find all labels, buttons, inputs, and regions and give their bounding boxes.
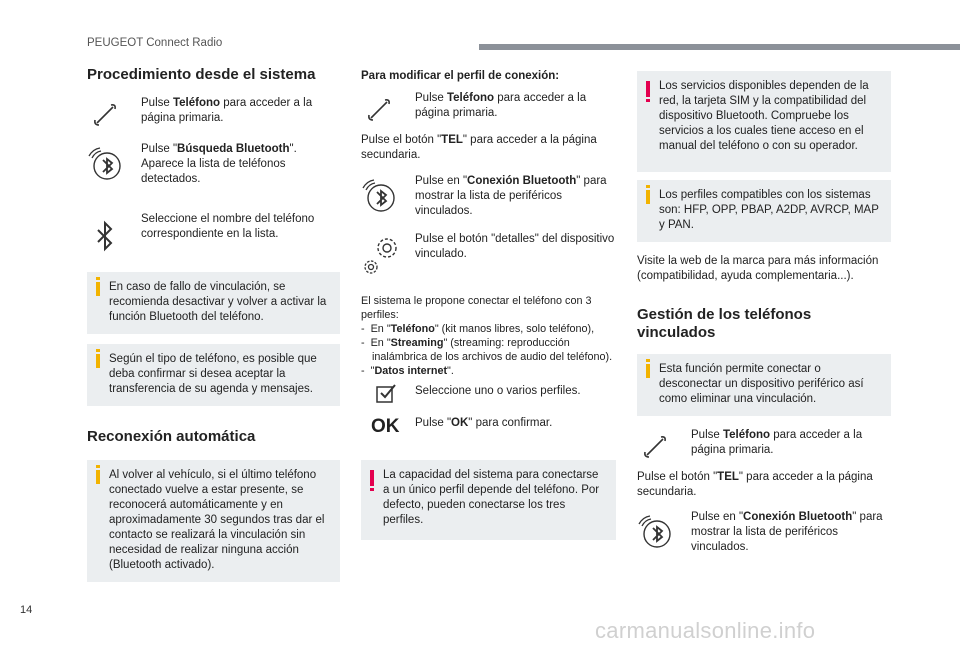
section-heading-manage-phones: Gestión de los teléfonos vinculados [637, 306, 812, 341]
info-marker-icon [96, 470, 100, 484]
warning-box-profile-capacity: La capacidad del sistema para conectarse a un único perfil depende del teléfono. Por defecto, pueden conectarse los tres perfiles. [361, 460, 616, 540]
tel-instruction: Pulse el botón "TEL" para acceder a la página secundaria. [637, 471, 873, 498]
info-box-confirm-transfer: Según el tipo de teléfono, es posible que deba confirmar si desea aceptar la transferencia de su agenda y mensajes. [87, 344, 340, 406]
profile-list-item: - En "Streaming" (streaming: reproducción inalámbrica de los archivos de audio del teléfono). [361, 337, 613, 363]
column-3 [637, 71, 891, 562]
step-select-text: Seleccione el nombre del teléfono correspondiente en la lista. [141, 213, 315, 240]
info-marker-icon [646, 190, 650, 204]
bluetooth-connection-icon [361, 178, 397, 214]
info-box-manage: Esta función permite conectar o desconectar un dispositivo periférico así como eliminar una vinculación. [637, 354, 891, 416]
step-phone-3: Pulse Teléfono para acceder a la página primaria. [637, 428, 891, 468]
ok-icon: OK [371, 416, 400, 437]
profiles-intro: El sistema le propone conectar el teléfono con 3 perfiles: [361, 295, 592, 321]
header-bar [479, 44, 960, 50]
step-details [361, 232, 616, 290]
info-box-compatible-profiles: Los perfiles compatibles con los sistemas son: HFP, OPP, PBAP, A2DP, AVRCP, MAP y PAN. [637, 180, 891, 242]
step-confirm: OK Pulse "OK" para confirmar. [361, 416, 616, 460]
section-heading-procedure: Procedimiento desde el sistema [87, 66, 316, 83]
info-marker-icon [96, 282, 100, 296]
bluetooth-connection-icon [637, 514, 673, 550]
info-box-auto-reconnect: Al volver al vehículo, si el último teléfono conectado vuelve a estar presente, se reconocerá automáticamente y en aproximadamente 30 segundos tras dar el contacto se realizará la vinculación sin necesidad de realizar ninguna acción (Bluetooth activado). [87, 460, 340, 582]
step-phone: Pulse Teléfono para acceder a la página primaria. [87, 96, 340, 142]
bluetooth-search-icon [87, 146, 123, 182]
step-bluetooth-connection: Pulse en "Conexión Bluetooth" para mostrar la lista de periféricos vinculados. [361, 174, 616, 232]
column-2 [361, 69, 616, 540]
phone-handset-icon [361, 91, 397, 127]
profile-list-item: - "Datos internet". [361, 365, 454, 377]
step-details-text: Pulse el botón "detalles" del dispositivo vinculado. [415, 233, 615, 260]
step-select-phone [87, 212, 340, 264]
step-bluetooth-connection-2: Pulse en "Conexión Bluetooth" para mostrar la lista de periféricos vinculados. [637, 510, 891, 562]
tel-instruction: Pulse el botón "TEL" para acceder a la página secundaria. [361, 134, 597, 161]
settings-gear-icon [361, 234, 401, 278]
page-number: 14 [20, 604, 33, 616]
section-heading-reconnect: Reconexión automática [87, 428, 256, 445]
step-select-profiles-text: Seleccione uno o varios perfiles. [415, 385, 581, 397]
running-header: PEUGEOT Connect Radio [87, 37, 223, 49]
info-marker-icon [96, 354, 100, 368]
subheading-profile: Para modificar el perfil de conexión: [361, 70, 560, 82]
profile-list-item: - En "Teléfono" (kit manos libres, solo teléfono), [361, 323, 595, 335]
visit-website-text: Visite la web de la marca para más información (compatibilidad, ayuda complementaria...). [637, 255, 879, 282]
warning-marker-icon [646, 81, 650, 97]
watermark: carmanualsonline.info [595, 618, 816, 643]
phone-handset-icon [637, 428, 673, 464]
warning-marker-icon [370, 470, 374, 486]
info-box-pairing-failure: En caso de fallo de vinculación, se recomienda desactivar y volver a activar la función Bluetooth del teléfono. [87, 272, 340, 334]
column-1 [87, 66, 340, 582]
step-bluetooth-search: Pulse "Búsqueda Bluetooth". Aparece la lista de teléfonos detectados. [87, 142, 340, 212]
info-marker-icon [646, 364, 650, 378]
phone-handset-icon [87, 96, 123, 132]
step-phone-2: Pulse Teléfono para acceder a la página primaria. [361, 91, 616, 131]
checkbox-icon [375, 382, 397, 404]
bluetooth-icon [87, 218, 123, 254]
step-select-profiles [361, 384, 616, 416]
warning-box-services: Los servicios disponibles dependen de la red, la tarjeta SIM y la compatibilidad del dispositivo Bluetooth. Compruebe los servicios a los cuales tiene acceso en el manual del teléfono o con su operador. [637, 71, 891, 172]
